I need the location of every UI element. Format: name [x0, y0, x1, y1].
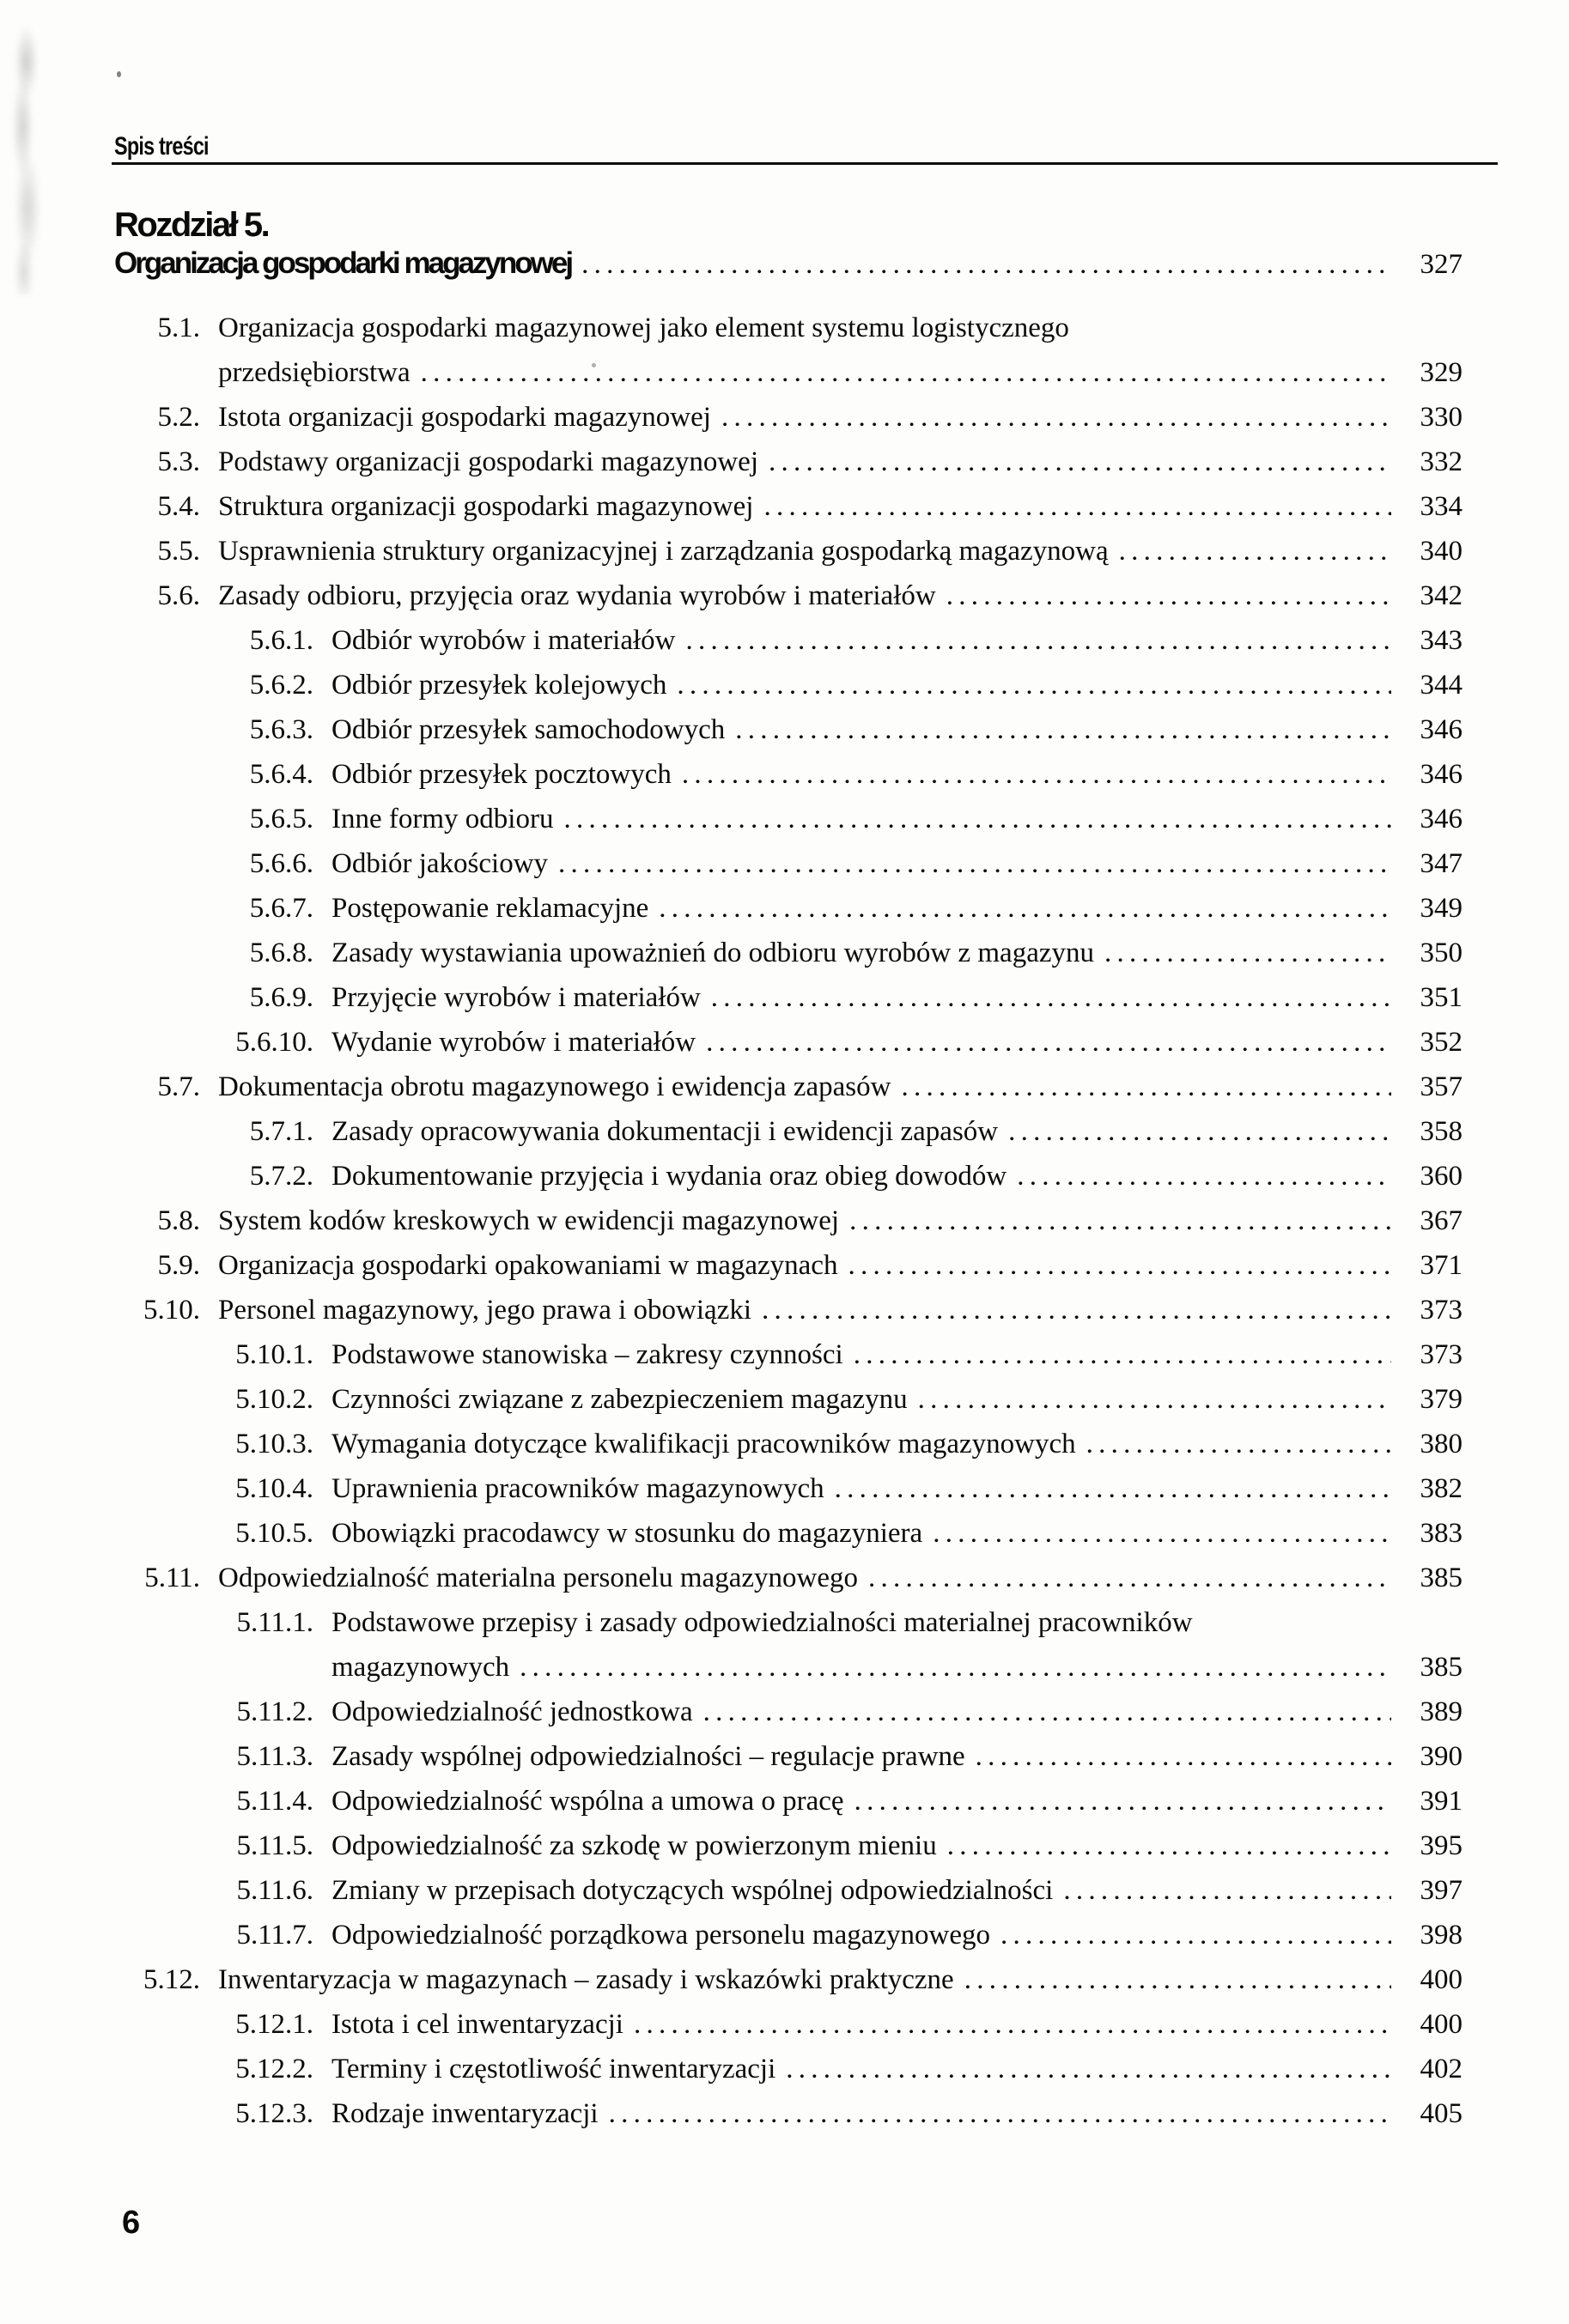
dot-leader — [849, 1198, 1391, 1243]
chapter-title: Organizacja gospodarki magazynowej — [114, 246, 572, 280]
entry-number: 5.9. — [157, 1250, 200, 1281]
dot-leader — [682, 752, 1391, 797]
dot-leader — [520, 1645, 1391, 1690]
dot-leader — [763, 484, 1391, 529]
entry-title: Inne formy odbioru — [331, 804, 554, 834]
dot-leader — [868, 1556, 1391, 1600]
entry-page-number: 397 — [1420, 1875, 1463, 1906]
entry-title: Odpowiedzialność porządkowa personelu magazynowego — [331, 1920, 990, 1951]
entry-title: Zasady wspólnej odpowiedzialności – regulacje prawne — [331, 1741, 965, 1772]
entry-number: 5.10.4. — [235, 1473, 313, 1504]
entry-title: Organizacja gospodarki magazynowej jako element systemu logistycznego — [218, 312, 1069, 343]
entry-number: 5.10.3. — [235, 1429, 313, 1459]
entry-number: 5.12.3. — [235, 2098, 313, 2129]
entry-number: 5.6.2. — [249, 670, 313, 701]
dot-leader — [964, 1957, 1391, 2002]
toc-entry — [114, 1645, 1463, 1690]
entry-number: 5.11. — [144, 1562, 200, 1593]
toc-entry — [114, 1109, 1463, 1154]
dot-leader — [421, 350, 1391, 395]
entry-number: 5.11.3. — [236, 1741, 313, 1772]
entry-number: 5.10. — [143, 1295, 200, 1326]
entry-title: Odpowiedzialność materialna personelu magazynowego — [218, 1562, 858, 1593]
entry-page-number: 391 — [1420, 1786, 1463, 1817]
dot-leader — [609, 2091, 1391, 2136]
toc-entry — [114, 350, 1463, 395]
entry-number: 5.6.7. — [249, 893, 313, 924]
entry-title: Odpowiedzialność za szkodę w powierzonym mieniu — [331, 1830, 937, 1861]
running-head: Spis treści — [114, 132, 209, 161]
entry-number: 5.6.5. — [249, 804, 313, 834]
entry-number: 5.7.2. — [249, 1161, 313, 1192]
entry-page-number: 329 — [1420, 357, 1463, 388]
entry-page-number: 346 — [1420, 804, 1463, 834]
dot-leader — [901, 1065, 1391, 1109]
toc-entry — [114, 1868, 1463, 1913]
entry-number: 5.5. — [157, 536, 200, 567]
entry-page-number: 344 — [1420, 670, 1463, 701]
entry-title: Inwentaryzacja w magazynach – zasady i wskazówki praktyczne — [218, 1964, 954, 1995]
toc-entry — [114, 707, 1463, 752]
entry-title: Odbiór przesyłek samochodowych — [331, 714, 726, 745]
entry-number: 5.11.2. — [236, 1696, 313, 1727]
dot-leader — [1063, 1868, 1391, 1913]
toc-entry — [114, 797, 1463, 841]
entry-page-number: 385 — [1420, 1562, 1463, 1593]
dot-leader — [835, 1466, 1391, 1511]
entry-title: Usprawnienia struktury organizacyjnej i zarządzania gospodarką magazynową — [218, 536, 1109, 567]
toc-entry — [114, 618, 1463, 663]
toc-entry — [114, 1957, 1463, 2002]
dot-leader — [634, 2002, 1391, 2047]
entry-page-number: 330 — [1420, 402, 1463, 433]
entry-title: Odbiór przesyłek kolejowych — [331, 670, 667, 701]
scan-speck — [117, 71, 121, 77]
entry-title: Uprawnienia pracowników magazynowych — [331, 1473, 824, 1504]
dot-leader — [711, 975, 1391, 1020]
header-rule — [112, 162, 1498, 165]
entry-page-number: 334 — [1420, 491, 1463, 522]
entry-title: Odbiór wyrobów i materiałów — [331, 625, 676, 656]
toc-entry — [114, 663, 1463, 707]
toc-entry — [114, 841, 1463, 886]
dot-leader — [786, 2047, 1391, 2091]
entry-page-number: 373 — [1420, 1339, 1463, 1370]
entry-page-number: 340 — [1420, 536, 1463, 567]
dot-leader — [1119, 529, 1391, 573]
entry-number: 5.12.1. — [235, 2009, 313, 2040]
toc-entry — [114, 2047, 1463, 2091]
toc-entry — [114, 975, 1463, 1020]
entry-title: Personel magazynowy, jego prawa i obowiązki — [218, 1295, 752, 1326]
entry-page-number: 342 — [1420, 580, 1463, 611]
entry-title: System kodów kreskowych w ewidencji magazynowej — [218, 1205, 840, 1236]
entry-title: Odbiór przesyłek pocztowych — [331, 759, 672, 790]
toc-entry — [114, 2002, 1463, 2047]
dot-leader — [848, 1243, 1391, 1288]
entry-page-number: 400 — [1420, 2009, 1463, 2040]
entry-number: 5.12. — [143, 1964, 200, 1995]
entry-number: 5.4. — [157, 491, 200, 522]
toc-list — [114, 306, 1463, 2136]
entry-title: Odbiór jakościowy — [331, 848, 549, 879]
entry-title: Istota i cel inwentaryzacji — [331, 2009, 623, 2040]
toc-entry — [114, 1198, 1463, 1243]
entry-page-number: 390 — [1420, 1741, 1463, 1772]
entry-number: 5.12.2. — [235, 2054, 313, 2084]
entry-title: Struktura organizacji gospodarki magazynowej — [218, 491, 754, 522]
dot-leader — [563, 797, 1391, 841]
entry-page-number: 350 — [1420, 937, 1463, 968]
toc-entry — [114, 1377, 1463, 1422]
entry-title: Istota organizacji gospodarki magazynowej — [218, 402, 711, 433]
entry-number: 5.6.1. — [249, 625, 313, 656]
entry-page-number: 382 — [1420, 1473, 1463, 1504]
entry-page-number: 402 — [1420, 2054, 1463, 2084]
entry-title: magazynowych — [331, 1652, 510, 1683]
entry-number: 5.8. — [157, 1205, 200, 1236]
toc-entry — [114, 752, 1463, 797]
entry-number: 5.6.4. — [249, 759, 313, 790]
entry-page-number: 347 — [1420, 848, 1463, 879]
entry-page-number: 383 — [1420, 1518, 1463, 1549]
entry-title: Odpowiedzialność jednostkowa — [331, 1696, 693, 1727]
entry-page-number: 352 — [1420, 1027, 1463, 1058]
dot-leader — [854, 1779, 1391, 1823]
dot-leader — [947, 1823, 1391, 1868]
entry-title: Przyjęcie wyrobów i materiałów — [331, 982, 701, 1013]
dot-leader — [769, 440, 1391, 484]
toc-entry — [114, 1600, 1463, 1645]
entry-number: 5.7. — [157, 1071, 200, 1102]
entry-page-number: 358 — [1420, 1116, 1463, 1147]
dot-leader — [686, 618, 1392, 663]
toc-entry — [114, 1065, 1463, 1109]
entry-page-number: 357 — [1420, 1071, 1463, 1102]
entry-number: 5.11.5. — [236, 1830, 313, 1861]
chapter-page-number: 327 — [1420, 249, 1463, 280]
toc-entry — [114, 1332, 1463, 1377]
entry-page-number: 395 — [1420, 1830, 1463, 1861]
entry-number: 5.6.10. — [235, 1027, 313, 1058]
toc-entry — [114, 395, 1463, 440]
entry-number: 5.10.2. — [235, 1384, 313, 1415]
entry-title: Podstawy organizacji gospodarki magazynowej — [218, 446, 758, 477]
toc-entry — [114, 529, 1463, 573]
entry-title: Zasady wystawiania upoważnień do odbioru wyrobów z magazynu — [331, 937, 1095, 968]
dot-leader — [659, 886, 1391, 931]
entry-number: 5.2. — [157, 402, 200, 433]
dot-leader — [933, 1511, 1391, 1556]
entry-number: 5.11.4. — [236, 1786, 313, 1817]
entry-title: przedsiębiorstwa — [218, 357, 410, 388]
dot-leader — [1104, 931, 1391, 975]
toc-entry — [114, 1913, 1463, 1957]
dot-leader — [1086, 1422, 1391, 1466]
toc-entry — [114, 1020, 1463, 1065]
toc-entry — [114, 440, 1463, 484]
entry-number: 5.6.9. — [249, 982, 313, 1013]
dot-leader — [721, 395, 1391, 440]
entry-number: 5.6.8. — [249, 937, 313, 968]
entry-title: Czynności związane z zabezpieczeniem magazynu — [331, 1384, 908, 1415]
toc-entry — [114, 1779, 1463, 1823]
toc-entry — [114, 573, 1463, 618]
entry-number: 5.10.1. — [235, 1339, 313, 1370]
toc-entry — [114, 1823, 1463, 1868]
dot-leader — [703, 1690, 1391, 1734]
toc-entry — [114, 931, 1463, 975]
toc-entry — [114, 1466, 1463, 1511]
chapter-title-row — [114, 246, 1463, 281]
entry-page-number: 389 — [1420, 1696, 1463, 1727]
entry-title: Odpowiedzialność wspólna a umowa o pracę — [331, 1786, 844, 1817]
entry-page-number: 380 — [1420, 1429, 1463, 1459]
entry-title: Zasady opracowywania dokumentacji i ewidencji zapasów — [331, 1116, 999, 1147]
entry-page-number: 343 — [1420, 625, 1463, 656]
entry-number: 5.6.3. — [249, 714, 313, 745]
entry-title: Zmiany w przepisach dotyczących wspólnej odpowiedzialności — [331, 1875, 1054, 1906]
entry-page-number: 385 — [1420, 1652, 1463, 1683]
entry-page-number: 400 — [1420, 1964, 1463, 1995]
entry-title: Dokumentowanie przyjęcia i wydania oraz obieg dowodów — [331, 1161, 1007, 1192]
toc-entry — [114, 1154, 1463, 1198]
chapter-label: Rozdział 5. — [114, 206, 269, 244]
entry-page-number: 371 — [1420, 1250, 1463, 1281]
entry-number: 5.10.5. — [235, 1518, 313, 1549]
toc-entry — [114, 1511, 1463, 1556]
entry-title: Terminy i częstotliwość inwentaryzacji — [331, 2054, 776, 2084]
dot-leader — [946, 573, 1391, 618]
toc-entry — [114, 1690, 1463, 1734]
entry-number: 5.11.6. — [236, 1875, 313, 1906]
dot-leader — [1017, 1154, 1391, 1198]
toc-entry — [114, 886, 1463, 931]
entry-page-number: 367 — [1420, 1205, 1463, 1236]
dot-leader — [976, 1734, 1391, 1779]
entry-number: 5.6.6. — [249, 848, 313, 879]
entry-title: Dokumentacja obrotu magazynowego i ewidencja zapasów — [218, 1071, 891, 1102]
entry-page-number: 349 — [1420, 893, 1463, 924]
entry-number: 5.1. — [157, 312, 200, 343]
entry-number: 5.11.7. — [236, 1920, 313, 1951]
entry-number: 5.7.1. — [249, 1116, 313, 1147]
dot-leader — [1000, 1913, 1391, 1957]
dot-leader — [1008, 1109, 1391, 1154]
entry-page-number: 346 — [1420, 714, 1463, 745]
entry-page-number: 398 — [1420, 1920, 1463, 1951]
dot-leader — [677, 663, 1391, 707]
entry-number: 5.6. — [157, 580, 200, 611]
dot-leader — [854, 1332, 1391, 1377]
toc-entry — [114, 484, 1463, 529]
toc-entry — [114, 1422, 1463, 1466]
toc-entry — [114, 2091, 1463, 2136]
dot-leader — [581, 249, 1391, 281]
toc-entry — [114, 1734, 1463, 1779]
entry-page-number: 379 — [1420, 1384, 1463, 1415]
entry-page-number: 360 — [1420, 1161, 1463, 1192]
dot-leader — [735, 707, 1391, 752]
dot-leader — [558, 841, 1391, 886]
dot-leader — [918, 1377, 1391, 1422]
dot-leader — [762, 1288, 1391, 1332]
toc-entry — [114, 306, 1463, 350]
entry-page-number: 346 — [1420, 759, 1463, 790]
entry-title: Zasady odbioru, przyjęcia oraz wydania wyrobów i materiałów — [218, 580, 936, 611]
folio-page-number: 6 — [122, 2205, 141, 2241]
entry-title: Wydanie wyrobów i materiałów — [331, 1027, 696, 1058]
entry-title: Podstawowe stanowiska – zakresy czynności — [331, 1339, 843, 1370]
entry-page-number: 332 — [1420, 446, 1463, 477]
entry-title: Obowiązki pracodawcy w stosunku do magazyniera — [331, 1518, 923, 1549]
entry-title: Podstawowe przepisy i zasady odpowiedzialności materialnej pracowników — [331, 1607, 1193, 1638]
entry-title: Rodzaje inwentaryzacji — [331, 2098, 599, 2129]
entry-page-number: 351 — [1420, 982, 1463, 1013]
entry-number: 5.11.1. — [236, 1607, 313, 1638]
entry-title: Postępowanie reklamacyjne — [331, 893, 649, 924]
dot-leader — [706, 1020, 1391, 1065]
entry-page-number: 373 — [1420, 1295, 1463, 1326]
entry-page-number: 405 — [1420, 2098, 1463, 2129]
toc-entry — [114, 1288, 1463, 1332]
toc-entry — [114, 1243, 1463, 1288]
toc-entry — [114, 1556, 1463, 1600]
entry-title: Organizacja gospodarki opakowaniami w magazynach — [218, 1250, 838, 1281]
entry-number: 5.3. — [157, 446, 200, 477]
entry-title: Wymagania dotyczące kwalifikacji pracowników magazynowych — [331, 1429, 1076, 1459]
scan-smudge — [10, 24, 41, 294]
